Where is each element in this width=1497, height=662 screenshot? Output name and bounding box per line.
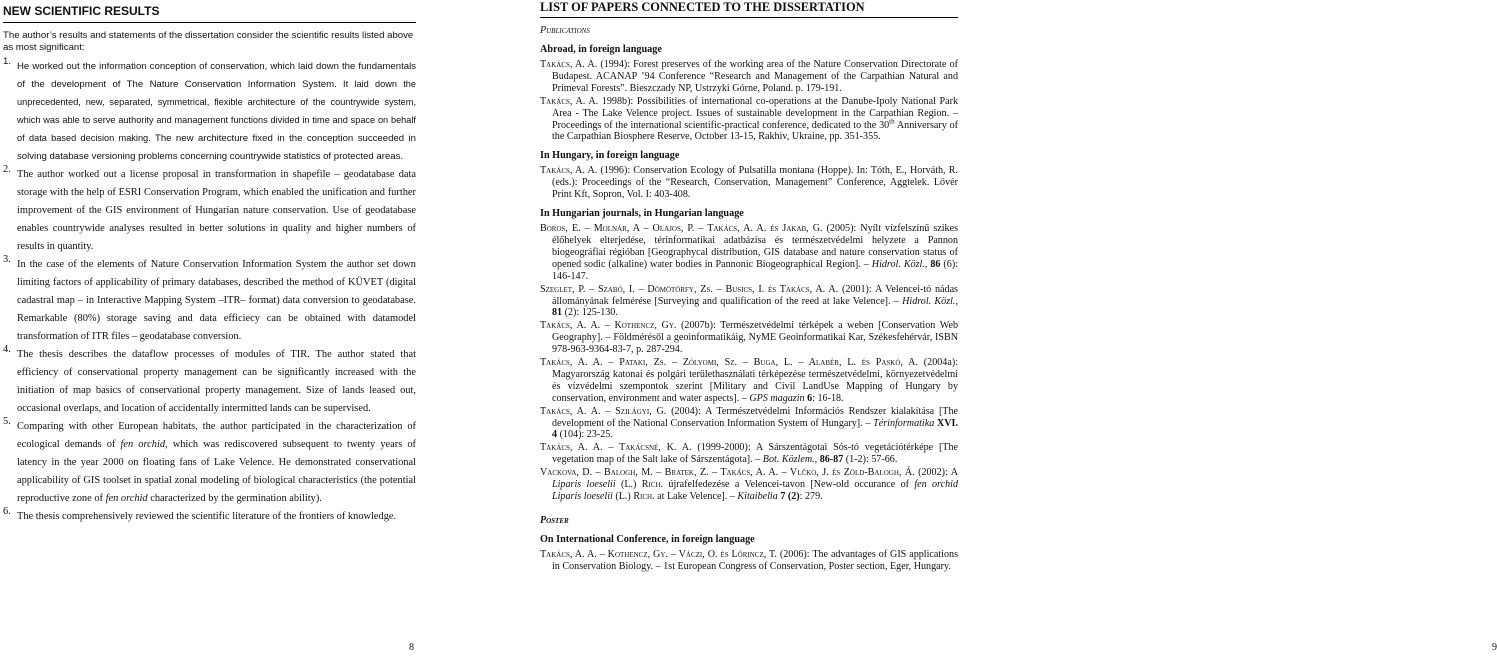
- reference-text: (2): 125-130.: [562, 307, 618, 319]
- result-text: He worked out the information conception of conservation, which laid down the fundamentals of the development of The Nature Conservation Information System.: [17, 61, 416, 91]
- results-list: [3, 56, 416, 524]
- reference-entry: [540, 59, 958, 95]
- poster-sections: [540, 533, 958, 573]
- reference-authors: Rich.: [641, 479, 664, 491]
- result-text: The author worked out a license proposal in transformation in shapefile – geodatabase data storage with the help of ESRI Conservation Program, which enabled the unification and further improvement of the GIS environment of Hungarian nature conservation. Use of geodatabase enables countrywide analyses resulted in better solutions in quality and higher numbers of results in quantity.: [17, 169, 416, 253]
- reference-text: 86: [930, 258, 941, 270]
- result-item: [3, 254, 416, 344]
- reference-entry: [540, 284, 958, 320]
- reference-text: 6: [807, 392, 813, 404]
- papers-title: LIST OF PAPERS CONNECTED TO THE DISSERTATION: [540, 0, 865, 14]
- right-page: [540, 0, 1497, 662]
- reference-text: 7 (2): [780, 491, 800, 502]
- reference-entry: [540, 223, 958, 283]
- reference-text: Térinformatika: [873, 417, 935, 429]
- reference-text: at Lake Velence]. –: [654, 491, 738, 502]
- reference-text: : 16-18.: [812, 392, 844, 404]
- reference-entry: [540, 320, 958, 356]
- result-text: Comparing with other European habitats, the author participated in the characterization of ecological demands of: [17, 421, 416, 451]
- reference-text: Kitaibelia: [737, 491, 778, 502]
- result-text: The thesis describes the dataflow processes of modules of TIR. The author stated that efficiency of conservational property management can be significantly increased with the initiation of map basics of conservational property management. Size of lands leased out, occasional overlaps, and location of accidentally intermitted lands can be supervised.: [17, 349, 416, 415]
- reference-text: (104): 23-25.: [557, 429, 613, 441]
- reference-section-heading: Abroad, in foreign language: [540, 44, 662, 55]
- reference-text: (2002): A: [914, 467, 958, 479]
- reference-entry: [540, 467, 958, 503]
- reference-authors: Vackova, D. – Balogh, M. – Bratek, Z. – Takács, A. A. – Vlčko, J. és Zöld-Balogh, Á.: [540, 467, 915, 479]
- page-number-left: 8: [409, 642, 414, 653]
- reference-text: (1999-2000): A Sárszentágotai Sós-tó vegetációtérképe [The vegetation map of the Salt lake of Sárszentágota]. –: [552, 442, 958, 466]
- reference-text: ,: [924, 258, 931, 270]
- reference-entry: [540, 357, 958, 405]
- reference-text: Liparis loeselii: [552, 479, 616, 491]
- reference-authors: Boros, E. – Molnár, A – Olajos, P. – Takács, A. A. és Jakab, G.: [540, 223, 823, 235]
- result-text: In the case of the elements of Nature Conservation Information System the author set down limiting factors of applicability of primary databases, described the method of KÜVET (digital cadastral map – in Interactive Mapping System –ITR– format) data conversion to geodatabase. Remarkable (80%) storage saving and data efficiecy can be obtained with datamodel transformation of ITR files – geodatabase conversion.: [17, 259, 416, 343]
- reference-authors: Takács, A. A. – Takácsné, K. A.: [540, 442, 692, 454]
- reference-entry: [540, 549, 958, 573]
- result-number: 6.: [3, 506, 11, 518]
- reference-authors: Takács, A. A.: [540, 95, 599, 107]
- reference-text: 1998b): Possibilities of international co-operations at the Danube-Ipoly National Park Area - The Lake Velence project. Issues of sustainable development in the Carpathian Region. – Proceedings of the international scientific-practical conference, dedicated to the 30: [552, 95, 959, 131]
- result-text: It laid down the unprecedented, new, separated, symmetrical, flexible architecture of the countrywide system, which was able to serve authority and management functions divided in time and space on behalf of data based decision making.: [17, 79, 416, 144]
- poster-heading: Poster: [540, 514, 569, 526]
- reference-authors: Takács, A. A. – Szilágyi, G.: [540, 405, 667, 417]
- reference-text: (2005): Nyílt vízfelszínű szikes élőhelyek elterjedése, térinformatikai adatbázisa és természetvédelmi helyzete a Pannon biogeográfiai régióban [Geographycal distribution, GIS database and nature conservation status of opened sodic (alkaline) water bodies in Pannonic Biogeographical Region]. –: [552, 223, 959, 270]
- reference-authors: Szeglet, P. – Szabó, I. – Dömötörfy, Zs. – Busics, I. és Takács, A. A.: [540, 283, 839, 295]
- reference-authors: Takács, A. A.: [540, 59, 598, 70]
- reference-text: XVI. 4: [552, 417, 958, 441]
- reference-text: (6): 146-147.: [552, 258, 958, 282]
- reference-text: 81: [552, 307, 563, 319]
- intro-paragraph: The author’s results and statements of the dissertation consider the scientific results listed above as most significant:: [3, 30, 414, 53]
- reference-text: GPS magazin: [749, 392, 805, 404]
- reference-authors: Takács, A. A. – Kothencz, Gy.: [540, 320, 677, 332]
- result-text: The new architecture fixed in the conception succeeded in solving database versioning problems concerning countrywide statistics of protected areas.: [17, 133, 416, 163]
- result-text: fen orchid: [105, 493, 148, 505]
- result-number: 4.: [3, 344, 11, 356]
- section-title: NEW SCIENTIFIC RESULTS: [3, 4, 160, 18]
- result-number: 3.: [3, 254, 11, 266]
- reference-authors: Takács, A. A. – Pataki, Zs. – Zólyomi, Sz. – Buga, L. – Alabér, L. és Paskó, A.: [540, 357, 918, 369]
- left-page: [0, 0, 420, 662]
- reference-text: újrafelfedezése a Velencei-tavon [New-old occurance of: [663, 479, 915, 491]
- title-rule: [3, 22, 416, 23]
- reference-authors: Takács, A. A. – Kothencz, Gy. – Váczi, O. és Lőrincz, T.: [540, 548, 777, 560]
- reference-text: (L.): [615, 479, 642, 491]
- publications-heading: Publications: [540, 25, 590, 36]
- reference-text: 86-87: [819, 454, 844, 466]
- result-text: characterized by the germination ability).: [147, 493, 322, 505]
- reference-text: Hidrol. Közl.: [902, 295, 956, 307]
- title-rule-right: [540, 17, 958, 18]
- reference-entry: [540, 96, 958, 144]
- result-item: [3, 416, 416, 506]
- reference-text: (1994): Forest preserves of the working area of the Nature Conservation Directorate of Budapest. ACANAP ’94 Conference “Research and Management of the Carpathian Natural and Primeval Forests”. Bieszczady NP, Ustrzyki Górne, Poland. p. 179-191.: [552, 59, 958, 94]
- reference-section-heading: In Hungarian journals, in Hungarian language: [540, 208, 744, 220]
- reference-text: (1-2): 57-66.: [843, 454, 898, 466]
- reference-text: (1996): Conservation Ecology of Pulsatilla montana (Hoppe). In: Tóth, E., Horváth, R. (eds.): Proceedings of the “Research, Conservation, Management” Conference, Aggtelek. Lővér Print Kft, Sopron, Vol. I: 403-408.: [552, 165, 958, 201]
- result-item: [3, 56, 416, 164]
- reference-section-heading: On International Conference, in foreign language: [540, 533, 755, 545]
- result-item: [3, 164, 416, 254]
- reference-text: (2004): A Természetvédelmi Információs Rendszer kialakítása [The development of the National Conservation Information System of Hungary]. –: [552, 405, 959, 429]
- reference-authors: Takács, A. A.: [540, 165, 598, 177]
- reference-text: ,: [814, 454, 820, 466]
- result-text: fen orchid: [120, 439, 166, 451]
- reference-text: fen orchid Liparis loeselii: [552, 479, 958, 502]
- result-item: [3, 506, 416, 524]
- result-item: [3, 344, 416, 416]
- result-number: 1.: [3, 56, 12, 68]
- reference-entry: [540, 165, 958, 201]
- reference-text: (2001): A Velencei-tó nádas állományának felmérése [Surveying and qualification of the reed at lake Velence]. –: [552, 283, 958, 307]
- publication-sections: [540, 43, 958, 503]
- result-text: The thesis comprehensively reviewed the scientific literature of the frontiers of knowledge.: [17, 511, 397, 523]
- reference-authors: Rich.: [633, 491, 655, 502]
- reference-text: th: [889, 117, 895, 126]
- reference-text: (2006): The advantages of GIS applications in Conservation Biology. – 1st European Congress of Conservation, Poster section, Eger, Hungary.: [552, 548, 958, 572]
- reference-text: ,: [955, 295, 958, 307]
- reference-text: (2007b): Természetvédelmi térképek a weben [Conservation Web Geography]. – Földmérésől a geoinformatikáig, NyME Geoinformatikai Kar, Székesfehérvár, ISBN 978-963-9364-83-7, p. 287-294.: [552, 320, 958, 356]
- reference-text: (2004a): Magyarország katonai és polgári területhasználati térképezése természetvédelmi, környezetvédelmi és vízvédelmi szempontok szerint [Military and Civil LandUse Mapping of Hungary by conservation, environment and water aspects]. –: [552, 357, 959, 404]
- result-number: 2.: [3, 164, 11, 176]
- reference-text: (L.): [612, 491, 634, 502]
- reference-text: Bot. Közlem.: [762, 454, 815, 466]
- reference-entry: [540, 442, 958, 466]
- reference-text: Anniversary of the Carpathian Biosphere Reserve, October 13-15, Rakhiv, Ukraine, pp. 351-355.: [552, 119, 958, 143]
- reference-entry: [540, 406, 958, 442]
- page-number-right: 9: [1492, 642, 1497, 653]
- reference-text: : 279.: [799, 491, 823, 502]
- reference-text: Hidrol. Közl.: [871, 258, 925, 270]
- reference-section-heading: In Hungary, in foreign language: [540, 150, 680, 162]
- result-text: , which was rediscovered subsequent to twenty years of latency in the year 2000 on floating fans of Lake Velence. He demonstrated conservational applicability of GIS toolset in spatial zonal modeling of biological characteristics (the potential reproductive zone of: [17, 439, 416, 505]
- result-number: 5.: [3, 416, 11, 428]
